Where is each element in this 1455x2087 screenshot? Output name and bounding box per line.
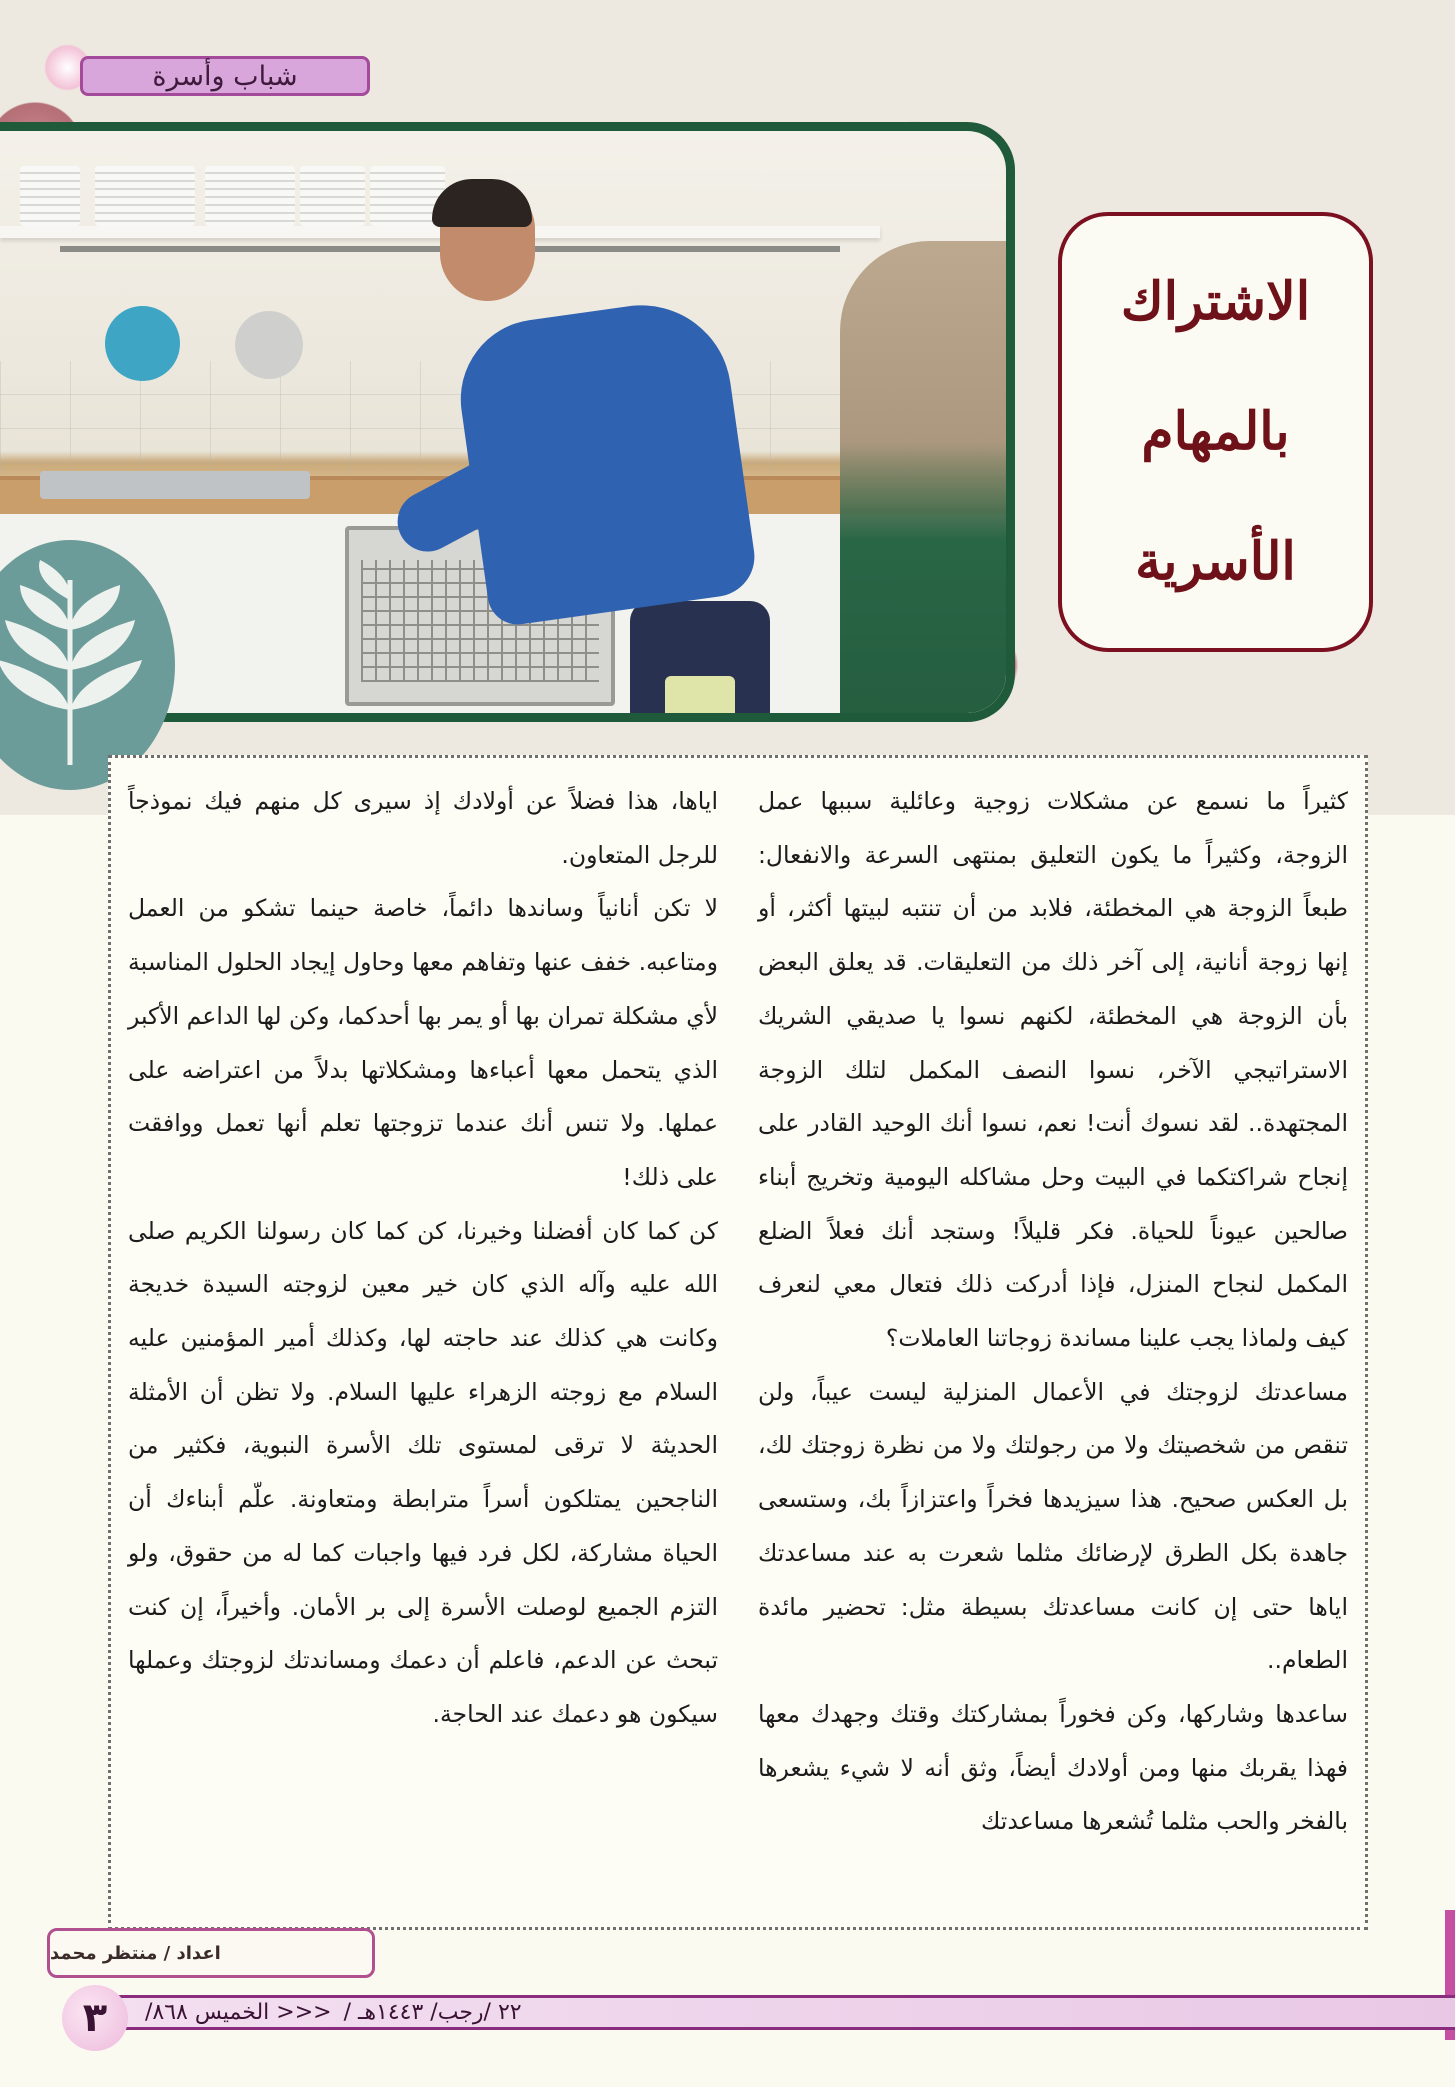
article-column-left (128, 775, 718, 1742)
plates (20, 166, 80, 226)
leaf-icon (0, 560, 150, 770)
plates (300, 166, 365, 226)
paragraph: اياها، هذا فضلاً عن أولادك إذ سيرى كل منهم فيك نموذجاً للرجل المتعاون. (128, 787, 718, 869)
paragraph: كثيراً ما نسمع عن مشكلات زوجية وعائلية سببها عمل الزوجة، وكثيراً ما يكون التعليق بمنتهى السرعة والانفعال: طبعاً الزوجة هي المخطئة، فلابد من أن تنتبه لبيتها أكثر، أو إنها زوجة أنانية، إلى آخر ذلك من التعليقات. قد يعلق البعض بأن الزوجة هي المخطئة، لكنهم نسوا يا صديقي الشريك الاستراتيجي الآخر، نسوا النصف المكمل لتلك الزوجة المجتهدة.. لقد نسوك أنت! نعم، نسوا أنك الوحيد القادر على إنجاح شراكتكما في البيت وحل مشاكله اليومية وتخريج أبناء صالحين عيوناً للحياة. فكر قليلاً! وستجد أنك فعلاً الضلع المكمل لنجاح المنزل، فإذا أدركت ذلك فتعال معي لنعرف كيف ولماذا يجب علينا مساندة زوجاتنا العاملات؟ (758, 787, 1348, 1353)
paragraph: مساعدتك لزوجتك في الأعمال المنزلية ليست عيباً، ولن تنقص من شخصيتك ولا من رجولتك ولا من نظرة زوجتك لك، بل العكس صحيح. هذا سيزيدها فخراً واعتزازاً بك، وستسعى جاهدة بكل الطرق لإرضائك مثلما شعرت به عند مساعدتك اياها حتى إن كانت مساعدتك بسيطة مثل: تحضير مائدة الطعام.. (758, 1377, 1348, 1675)
paragraph: لا تكن أنانياً وساندها دائماً، خاصة حينما تشكو من العمل ومتاعبه. خفف عنها وتفاهم معها وحاول إيجاد الحلول المناسبة لأي مشكلة تمران بها أو يمر بها أحدكما، وكن لها الداعم الأكبر الذي يتحمل معها أعباءها ومشكلاتها بدلاً من اعتراضه على عملها. ولا تنس أنك عندما تزوجتها تعلم أنها تعمل ووافقت على ذلك! (128, 894, 718, 1191)
title-line-1: الاشتراك (1120, 271, 1311, 332)
title-line-2: بالمهام (1141, 401, 1290, 462)
woman-figure (840, 241, 1015, 722)
plates (95, 166, 195, 226)
article-title (1058, 212, 1373, 652)
paragraph: كن كما كان أفضلنا وخيرنا، كن كما كان رسولنا الكريم صلى الله عليه وآله الذي كان خير معين لزوجته السيدة خديجة وكانت هي كذلك عند حاجته لها، وكذلك أمير المؤمنين عليه السلام مع زوجته الزهراء عليها السلام. ولا تظن أن الأمثلة الحديثة لا ترقى لمستوى تلك الأسرة النبوية، فكثير من الناجحين يمتلكون أسراً مترابطة ومتعاونة. علّم أبناءك أن الحياة مشاركة، لكل فرد فيها واجبات كما له من حقوق، ولو التزم الجميع لوصلت الأسرة إلى بر الأمان. وأخيراً، إن كنت تبحث عن الدعم، فاعلم أن دعمك ومساندتك لزوجتك وعملها سيكون هو دعمك عند الحاجة. (128, 1216, 718, 1728)
issue-label: <<< الخميس ٨٦٨/ (145, 1999, 332, 2025)
pot (235, 311, 303, 379)
paragraph: ساعدها وشاركها، وكن فخوراً بمشاركتك وقتك وجهدك معها فهذا يقربك منها ومن أولادك أيضاً، وثق أنه لا شيء يشعرها بالفخر والحب مثلما تُشعرها مساعدتك (758, 1699, 1348, 1836)
leaf-decoration (0, 540, 175, 790)
author-credit: اعداد / منتظر محمد (47, 1928, 375, 1978)
mug (665, 676, 735, 722)
date-label: ٢٢ /رجب/ ١٤٤٣هـ / (343, 1999, 522, 2025)
man-hair (432, 179, 532, 227)
colander (105, 306, 180, 381)
article-column-right (758, 775, 1348, 1849)
sink (40, 471, 310, 499)
page-number: ٣ (62, 1985, 128, 2051)
title-line-3: الأسرية (1135, 531, 1296, 592)
plates (205, 166, 295, 226)
footer-info (145, 1996, 522, 2028)
section-label: شباب وأسرة (80, 56, 370, 96)
